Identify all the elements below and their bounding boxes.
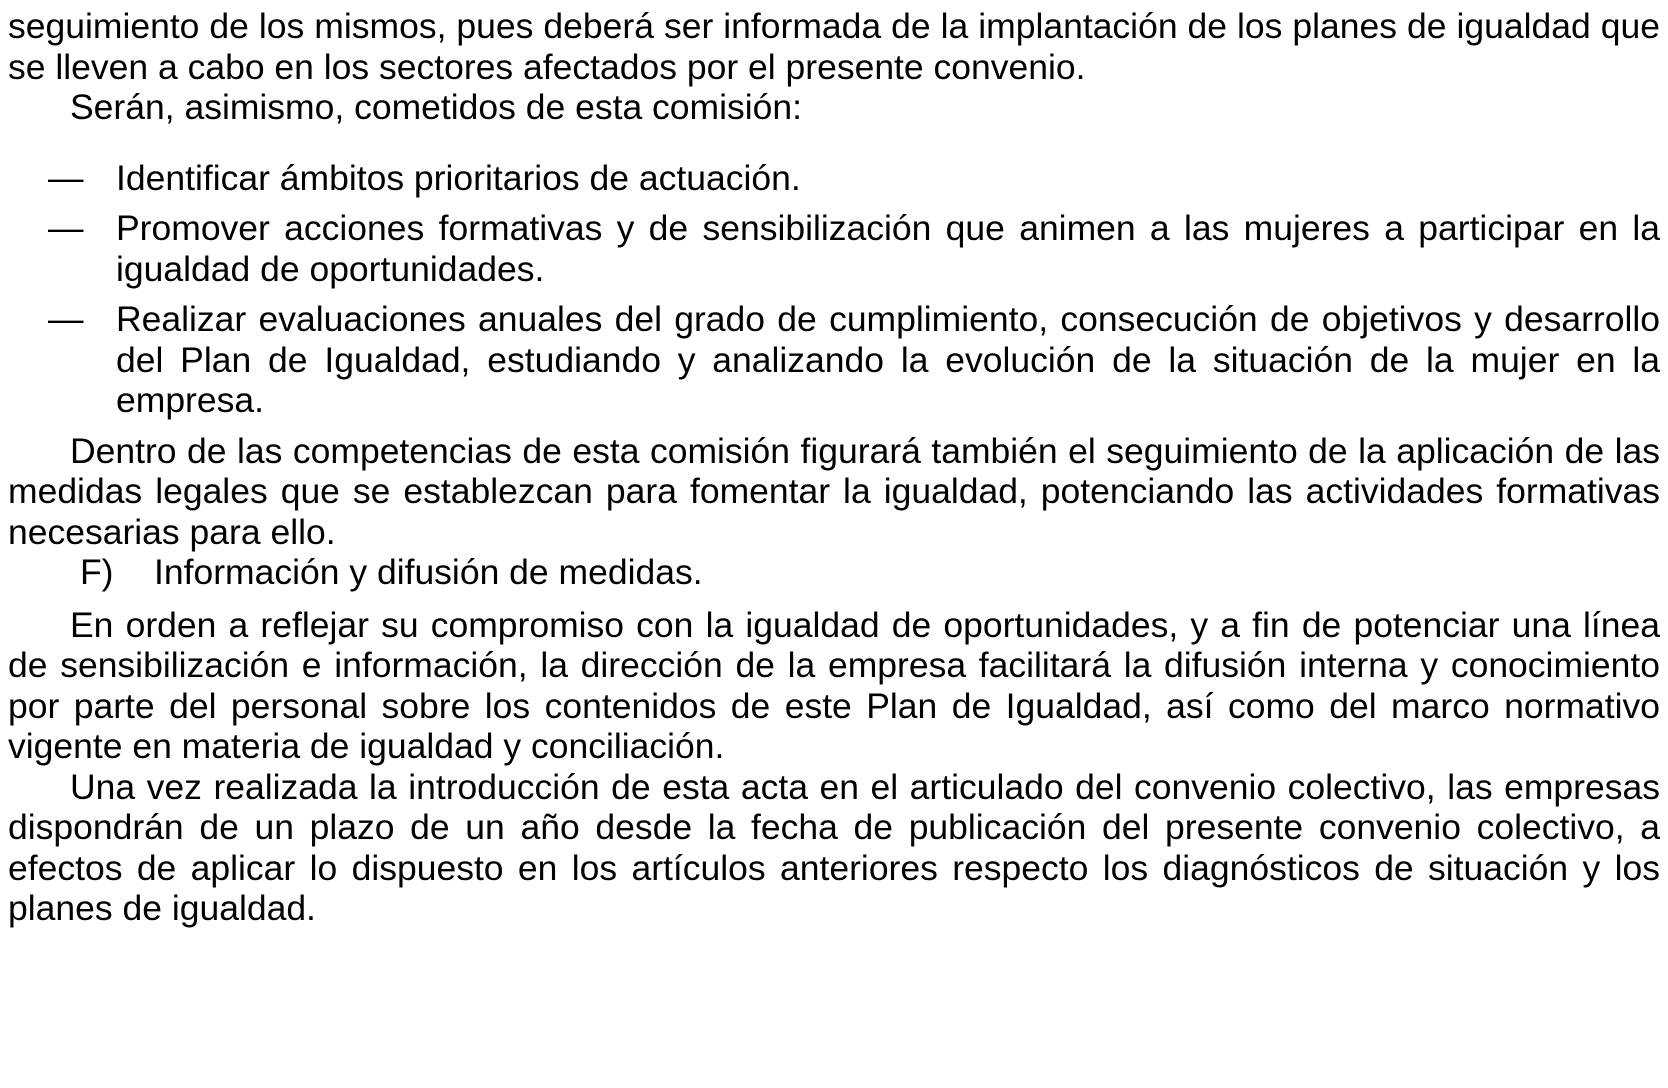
difusion-paragraph: En orden a reflejar su compromiso con la igualdad de oportunidades, y a fin de potenciar una línea de sensibilización e información, la dirección de la empresa facilitará la difusión interna y conocimiento por parte del personal sobre los contenidos de este Plan de Igualdad, así como del marco normativo vigente en materia de igualdad y conciliación.	[8, 604, 1660, 766]
duty-text: Promover acciones formativas y de sensibilización que animen a las mujeres a participar en la igualdad de oportunidades.	[116, 208, 1660, 289]
bullet-dash: —	[48, 157, 84, 198]
duties-list	[8, 158, 1660, 421]
bullet-dash: —	[48, 208, 84, 248]
duty-text: Realizar evaluaciones anuales del grado de cumplimiento, consecución de objetivos y desarrollo del Plan de Igualdad, estudiando y analizando la evolución de la situación de la mujer en la empresa.	[116, 299, 1660, 420]
duty-text: Identificar ámbitos prioritarios de actuación.	[116, 157, 801, 198]
document-page	[8, 6, 1660, 929]
duties-list-item	[8, 299, 1660, 421]
section-f-heading	[8, 552, 1660, 593]
duties-list-item	[8, 208, 1660, 289]
duties-list-item	[8, 158, 1660, 199]
duties-intro-paragraph: Serán, asimismo, cometidos de esta comisión:	[70, 87, 802, 127]
section-f-letter: F)	[80, 552, 114, 592]
section-f-title: Información y difusión de medidas.	[154, 552, 703, 592]
closing-paragraph: Una vez realizada la introducción de esta acta en el articulado del convenio colectivo, las empresas dispondrán de un plazo de un año desde la fecha de publicación del presente convenio colectivo, a efectos de aplicar lo dispuesto en los artículos anteriores respecto los diagnósticos de situación y los planes de igualdad.	[8, 766, 1660, 928]
opening-paragraph: seguimiento de los mismos, pues deberá ser informada de la implantación de los planes de igualdad que se lleven a cabo en los sectores afectados por el presente convenio.	[8, 6, 1660, 87]
bullet-dash: —	[48, 299, 84, 339]
competencias-paragraph: Dentro de las competencias de esta comisión figurará también el seguimiento de la aplicación de las medidas legales que se establezcan para fomentar la igualdad, potenciando las actividades formativas necesarias para ello.	[8, 430, 1660, 552]
